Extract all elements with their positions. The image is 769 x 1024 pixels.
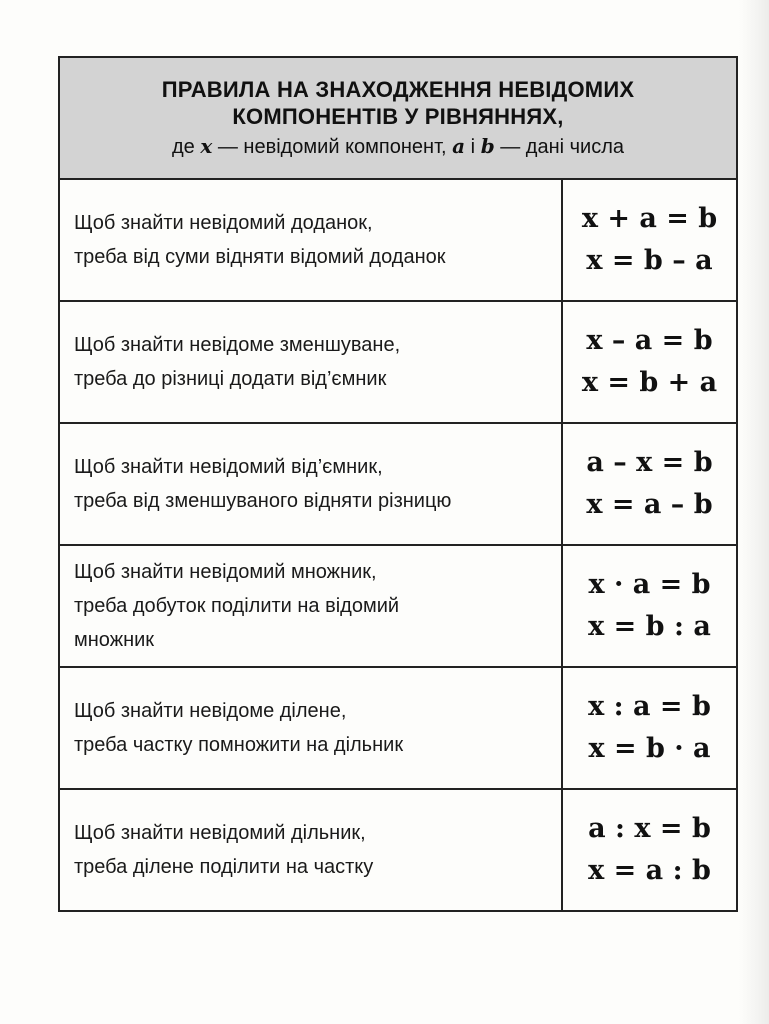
header-title-line-1: ПРАВИЛА НА ЗНАХОДЖЕННЯ НЕВІДОМИХ (161, 77, 635, 102)
formula-equation: x – a = b (586, 325, 713, 356)
formula-solution: x = b : a (588, 611, 711, 642)
formula-solution: x = b · a (588, 733, 711, 764)
rule-row-dividend (60, 668, 736, 790)
formula-equation: x · a = b (588, 569, 711, 600)
rule-formula (563, 424, 736, 544)
page-edge-shadow (739, 0, 769, 1024)
rule-text-line: треба ділене поділити на частку (74, 856, 374, 878)
rule-text-line: Щоб знайти невідомий множник, (74, 561, 377, 583)
rule-formula (563, 790, 736, 910)
formula-equation: a – x = b (586, 447, 713, 478)
rule-text-line: треба від суми відняти відомий доданок (74, 246, 446, 268)
rule-row-divisor (60, 790, 736, 910)
rule-text-line: Щоб знайти невідоме ділене, (74, 700, 347, 722)
rule-formula (563, 180, 736, 300)
rules-table (58, 56, 738, 912)
rule-row-addend (60, 180, 736, 302)
rule-text-line: множник (74, 629, 155, 651)
rule-text-line: треба добуток поділити на відомий (74, 595, 400, 617)
rule-row-minuend (60, 302, 736, 424)
rule-text (60, 302, 563, 422)
rule-text-line: Щоб знайти невідоме зменшуване, (74, 334, 401, 356)
formula-solution: x = b + a (581, 367, 718, 398)
rule-text-line: треба до різниці додати від’ємник (74, 368, 387, 390)
rule-text-line: Щоб знайти невідомий дільник, (74, 822, 366, 844)
header-subtitle (60, 132, 736, 161)
header-title-line-2: КОМПОНЕНТІВ У РІВНЯННЯХ, (232, 104, 564, 129)
subtitle-part-2: — невідомий компонент, (212, 136, 453, 158)
formula-solution: x = a – b (586, 489, 713, 520)
formula-equation: a : x = b (588, 813, 711, 844)
formula-equation: x : a = b (588, 691, 711, 722)
formula-solution: x = a : b (588, 855, 711, 886)
rule-row-subtrahend (60, 424, 736, 546)
rule-formula (563, 546, 736, 666)
subtitle-var-a: a (452, 134, 466, 158)
rule-text-line: Щоб знайти невідомий доданок, (74, 212, 373, 234)
rule-text (60, 790, 563, 910)
rule-text (60, 546, 563, 666)
table-header (60, 58, 736, 180)
subtitle-var-x: x (200, 134, 213, 158)
subtitle-part-1: де (171, 136, 201, 158)
rule-text (60, 668, 563, 788)
rule-text (60, 424, 563, 544)
subtitle-var-b: b (480, 134, 495, 158)
subtitle-part-3: і (465, 136, 481, 158)
rule-formula (563, 302, 736, 422)
subtitle-part-4: — дані числа (494, 136, 625, 158)
rule-formula (563, 668, 736, 788)
rule-row-factor (60, 546, 736, 668)
rule-text-line: треба від зменшуваного відняти різницю (74, 490, 452, 512)
formula-equation: x + a = b (581, 203, 718, 234)
rule-text-line: треба частку помножити на дільник (74, 734, 404, 756)
rule-text (60, 180, 563, 300)
formula-solution: x = b – a (586, 245, 713, 276)
rule-text-line: Щоб знайти невідомий від’ємник, (74, 456, 383, 478)
